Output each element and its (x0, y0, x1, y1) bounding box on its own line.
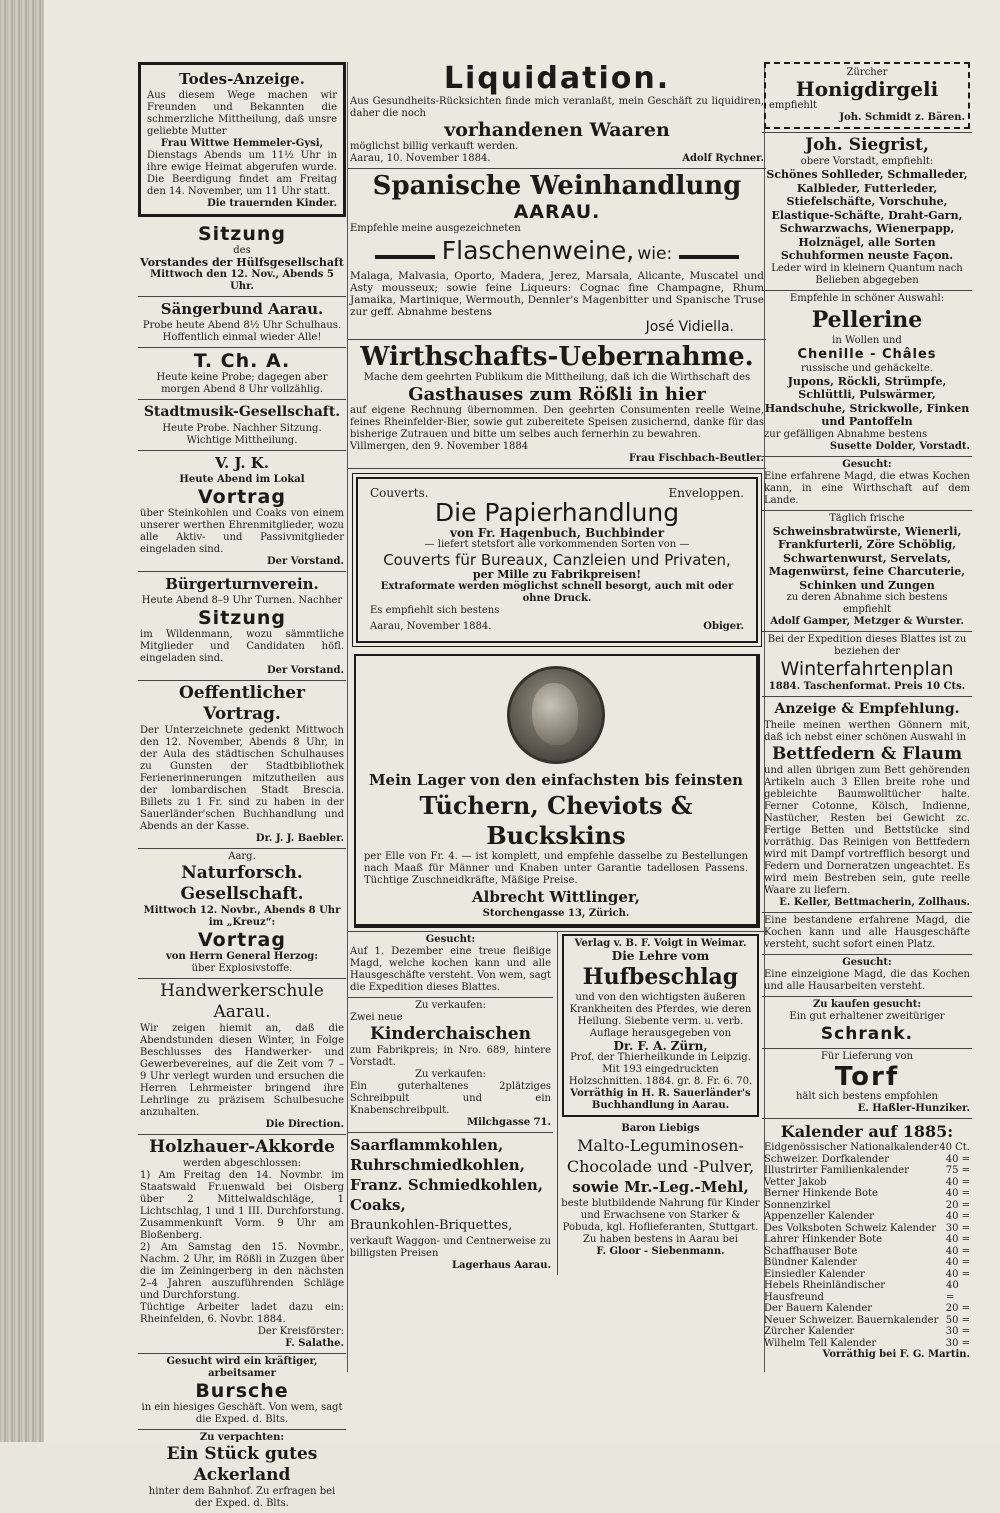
ad-signature: Frau Fischbach-Beutler. (629, 453, 764, 464)
ad-subtitle: von Fr. Hagenbuch, Buchbinder (449, 526, 665, 540)
ad-line: möglichst billig verkauft werden. (350, 141, 519, 152)
ad-line: Die Lehre vom (611, 949, 710, 963)
ad-body: Der Unterzeichnete gedenkt Mittwoch den 12. November, Abends 8 Uhr, in der Aula des städtischen Schulhauses zu Gunsten der Stadtbibliothek Ferienerinnerungen mitzutheilen aus der lombardischen Stadt Brescia. Billets zu 1 Fr. sind zu haben in der Sauerländer'schen Buchhandlung und Abends an der Kasse. (140, 725, 344, 832)
ad-siegrist (762, 133, 972, 291)
ad-oeffentlicher-vortrag (138, 681, 346, 849)
ad-line: russische und gehäckelte. (800, 362, 934, 374)
ad-title: Spanische Weinhandlung (372, 171, 742, 201)
ad-handwerkerschule (138, 979, 346, 1135)
kalender-row (764, 1200, 970, 1212)
ad-body: in ein hiesiges Geschäft. Von wem, sagt die Exped. d. Blts. (141, 1402, 343, 1425)
ad-signature: F. Gloor - Siebenmann. (596, 1246, 725, 1257)
ad-body: und von den wichtigsten äußeren Krankheiten des Pferdes, wie deren Heilung. Siebente verm. u. verb. Auflage herausgegeben von (569, 992, 752, 1039)
ad-tuecher (348, 652, 766, 932)
ad-kalender (762, 1119, 972, 1364)
ad-line: — liefert stetsfort alle vorkommenden Sorten von — (424, 539, 690, 550)
ad-title: Holzhauer-Akkorde (149, 1137, 335, 1157)
kalender-name: Des Volksboten Schweiz Kalender (764, 1222, 937, 1234)
ad-frame (354, 654, 760, 928)
ad-line: Heute Abend im Lokal (179, 474, 305, 485)
kalender-price: 40 = (945, 1176, 970, 1188)
ad-signature: Vorräthig in H. R. Sauerländer's Buchhandlung in Aarau. (570, 1088, 751, 1111)
ad-pellerine (762, 291, 972, 457)
ad-signature: Albrecht Wittlinger, (472, 888, 640, 906)
ad-bettfedern (762, 697, 972, 913)
ad-headline: Torf (834, 1062, 900, 1092)
ad-headline: Franz. Schmiedkohlen, (350, 1176, 544, 1194)
ad-spanische-weinhandlung (348, 169, 766, 340)
ad-title: Sitzung (198, 223, 286, 245)
kalender-list (764, 1142, 970, 1349)
ad-liebig (558, 1121, 763, 1261)
kalender-name: Wilhelm Tell Kalender (764, 1337, 877, 1349)
ad-title: Handwerkerschule Aarau. (160, 981, 324, 1022)
ad-signature: Susette Dolder, Vorstadt. (829, 440, 970, 452)
ad-headline: Pellerine (811, 306, 923, 333)
ad-body: per Elle von Fr. 4. — ist komplett, und empfehle dasselbe zu Bestellungen nach Maaß für Männer und Knaben unter Garantie tadellosen Passens. Tüchtige Zuschneidkräfte, Mäßige Preise. (364, 851, 748, 886)
ad-line: von Herrn General Herzog: (165, 951, 318, 962)
ad-title: Naturforsch. Gesellschaft. (180, 863, 304, 904)
ad-sitzung (138, 221, 346, 297)
ad-naturforsch (138, 849, 346, 979)
ad-frame (764, 62, 970, 129)
kalender-name: Eidgenössischer Nationalkalender (764, 1142, 939, 1153)
kalender-row (764, 1177, 970, 1189)
ad-title: Zu verkaufen: (415, 1000, 486, 1011)
ad-signature: Die Direction. (265, 1119, 344, 1130)
ad-headline-row (350, 237, 764, 268)
ad-line: Zürcher (846, 67, 888, 78)
ad-line: in Wollen und (832, 334, 902, 346)
ad-line: Mein Lager von den einfachsten bis feinsten (368, 771, 744, 789)
kalender-name: Sonnenzirkel (764, 1199, 831, 1211)
ad-title: Zu kaufen gesucht: (812, 999, 922, 1010)
ad-title: Gesucht: (842, 957, 892, 968)
ad-title: Anzeige & Empfehlung. (774, 701, 960, 717)
kalender-price: 40 = (945, 1153, 970, 1165)
ad-place: Aarau, November 1884. (370, 621, 492, 632)
ad-name: Frau Wittwe Hemmeler-Gysi, (160, 138, 324, 149)
decor-bar (679, 255, 739, 259)
ad-title: Todes-Anzeige. (179, 70, 305, 88)
ad-title: Joh. Siegrist, (805, 135, 929, 155)
kalender-price: 40 = (946, 1280, 959, 1303)
kalender-name: Bündner Kalender (764, 1257, 858, 1268)
ad-line: Mittwoch den 12. Nov., Abends 5 Uhr. (150, 269, 334, 292)
ad-line: Mittwoch 12. Novbr., Abends 8 Uhr im „Kreuz“: (143, 905, 341, 928)
ad-tcha (138, 348, 346, 400)
kalender-row (764, 1315, 970, 1327)
ad-stadtmusik (138, 400, 346, 451)
kalender-price: 40 = (945, 1245, 970, 1257)
ad-body: Heute keine Probe; dagegen aber morgen Abend 8 Uhr vollzählig. (156, 372, 328, 395)
ad-body: Eine einzeigione Magd, die das Kochen und alle Hausarbeiten versteht. (764, 969, 970, 992)
ad-magd-sucht (762, 913, 972, 955)
ad-line: Täglich frische (829, 512, 905, 524)
ad-body: beste blutbildende Nahrung für Kinder und Erwachsene von Starker & Pobuda, kgl. Hoflieferanten, Stuttgart. Zu haben bestens in Aarau bei (561, 1198, 760, 1245)
ad-title: T. Ch. A. (193, 350, 291, 372)
ad-body: Eine bestandene erfahrene Magd, die Kochen kann und alle Hausgeschäfte versteht, sucht sofort einen Platz. (764, 915, 970, 950)
ad-headline: Bettfedern & Flaum (771, 744, 963, 764)
ad-title: Die Papierhandlung (434, 498, 680, 527)
ad-title: Zu verkaufen: (415, 1069, 486, 1080)
ad-line: über Explosivstoffe. (191, 963, 293, 974)
ad-body: 2) Am Samstag den 15. Novmbr., Nachm. 2 Uhr, im Rößli in Zuzgen über die im Zeiningerberg in den nächsten 2–4 Jahren auszuführenden Schläge und Durchforstung. (140, 1242, 344, 1301)
page-edge (0, 0, 44, 1442)
ad-todes-anzeige (138, 62, 346, 217)
ad-signature: Obiger. (703, 621, 744, 632)
ad-papierhandlung (348, 469, 766, 652)
ad-body: Ein guterhaltenes 2plätziges Schreibpult und ein Knabenschreibpult. (350, 1081, 551, 1116)
ad-signature: Der Kreisförster: (257, 1326, 344, 1337)
ad-wirthschafts-uebernahme (348, 340, 766, 469)
middle-bottom-right (557, 932, 763, 1275)
ad-body: zum Fabrikpreis; in Nro. 689, hintere Vorstadt. (350, 1045, 551, 1068)
kalender-price: 30 = (945, 1326, 970, 1337)
ad-body: Prof. der Thierheilkunde in Leipzig. Mit 193 eingedruckten Holzschnitten. 1884. gr. 8. Fr. 6. 70. (568, 1052, 753, 1087)
ad-place: Aarau, 10. November 1884. (350, 153, 491, 164)
ad-line: Vorstandes der Hülfsgesellschaft (140, 256, 344, 269)
kalender-name: Zürcher Kalender (764, 1326, 855, 1337)
ad-headline: Winterfahrtenplan (780, 658, 954, 680)
ad-line: Baron Liebigs (621, 1123, 700, 1134)
ad-title: Gesucht: (842, 458, 892, 470)
ad-signature: Die trauernden Kinder. (207, 198, 337, 209)
ad-signature: Adolf Gamper, Metzger & Wurster. (770, 616, 964, 627)
kalender-row (764, 1326, 970, 1338)
ad-line: Zwei neue (350, 1012, 403, 1023)
ad-buergerturnverein (138, 572, 346, 681)
ad-line: Theile meinen werthen Gönnern mit, daß ich nebst einer schönen Auswahl in (764, 720, 970, 743)
ad-signature: Joh. Schmidt z. Bären. (839, 112, 965, 123)
ad-saengerbund (138, 297, 346, 348)
ad-headline: vorhandenen Waaren (444, 119, 670, 141)
ad-body: Extraformate werden möglichst schnell besorgt, auch mit oder ohne Druck. (380, 581, 734, 604)
ad-line: Ein gut erhaltener zweitüriger (789, 1011, 945, 1022)
kalender-row (764, 1165, 970, 1177)
ad-line: Gesucht wird ein kräftiger, arbeitsamer (166, 1356, 318, 1379)
kalender-price: 75 = (945, 1165, 970, 1176)
kalender-name: Lahrer Hinkender Bote (764, 1234, 883, 1245)
ad-line: Mache dem geehrten Publikum die Mittheilung, daß ich die Wirthschaft des (363, 372, 751, 383)
ad-line: Bei der Expedition dieses Blattes ist zu beziehen der (767, 634, 967, 657)
kalender-name: Einsiedler Kalender (764, 1268, 865, 1280)
kalender-price: 30 = (945, 1222, 970, 1234)
ad-signature: Dr. J. J. Baebler. (255, 833, 344, 844)
ad-body: Probe heute Abend 8½ Uhr Schulhaus. Hoffentlich einmal wieder Alle! (142, 320, 342, 343)
ad-gesucht-magd (348, 932, 553, 998)
kalender-name: Berner Hinkende Bote (764, 1188, 878, 1199)
ad-headline: wie: (637, 244, 673, 264)
kalender-name: Schweizer. Dorfkalender (764, 1153, 889, 1165)
ad-liquidation (348, 60, 766, 169)
ad-signature: E. Haßler-Hunziker. (857, 1103, 970, 1114)
kalender-row (764, 1223, 970, 1235)
kalender-price: 30 = (945, 1337, 970, 1349)
ad-body: Heute Abend 8–9 Uhr Turnen. Nachher (141, 595, 343, 606)
ad-line: des (233, 245, 251, 256)
ad-headline: Bursche (195, 1380, 289, 1402)
ad-headline: Malto-Leguminosen-Chocolade und -Pulver, (566, 1136, 755, 1176)
ad-headline: Chenille - Châles (797, 346, 937, 362)
ad-hufbeschlag (562, 934, 759, 1117)
ad-title: Gesucht: (425, 934, 476, 945)
ad-line: Aarg. (228, 851, 256, 862)
kalender-row (764, 1188, 970, 1200)
ad-name: Dr. F. A. Zürn, (613, 1039, 708, 1053)
kalender-row (764, 1280, 970, 1303)
ad-headline: sowie Mr.-Leg.-Mehl, (572, 1178, 749, 1196)
kalender-row (764, 1269, 970, 1281)
ad-title: Stadtmusik-Gesellschaft. (143, 404, 341, 420)
middle-bottom-row (348, 932, 766, 1275)
kalender-row (764, 1142, 970, 1154)
kalender-name: Schaffhauser Bote (764, 1245, 858, 1257)
kalender-name: Neuer Schweizer. Bauernkalender (764, 1314, 939, 1326)
ad-honigdirgeli (762, 60, 972, 133)
kalender-name: Vetter Jakob (764, 1176, 827, 1188)
ad-wurst (762, 511, 972, 633)
ad-headline: Honigdirgeli (795, 77, 939, 101)
kalender-row (764, 1338, 970, 1350)
ad-signature: Vorräthig bei F. G. Martin. (822, 1349, 970, 1360)
kalender-price: 40 = (945, 1268, 970, 1280)
ad-ackerland (138, 1430, 346, 1513)
ad-body: Malaga, Malvasia, Oporto, Madera, Jerez, Marsala, Alicante, Muscatel und Asty mousseux; sowie feine Liqueurs: Cognac fine Champagne, Rhum Jamaika, Martinique, Wermouth, Dennler's Magenbitter und Spanische Truse zur geff. Abnahme bestens (350, 270, 764, 318)
ad-headline: Sitzung (198, 607, 286, 629)
ad-line: Es empfiehlt sich bestens (370, 605, 500, 616)
kalender-row (764, 1211, 970, 1223)
kalender-row (764, 1257, 970, 1269)
ad-headline: Coaks, (350, 1196, 406, 1214)
kalender-name: Hebels Rheinländischer Hausfreund (764, 1280, 886, 1303)
kalender-price: 40 = (945, 1257, 970, 1268)
ad-body: Schönes Sohlleder, Schmalleder, Kalbleder, Futterleder, Stiefelschäfte, Vorschuhe, Elastique-Schäfte, Draht-Garn, Schwarzwachs, Wienerpapp, Holznägel, alle Sorten Schuhformen neuste Façon. (766, 168, 968, 262)
ad-headline: Schrank. (820, 1024, 914, 1044)
ad-headline: Couverts für Bureaux, Canzleien und Privaten, (383, 551, 731, 569)
ad-body: im Wildenmann, wozu sämmtliche Mitglieder und Candidaten höfl. eingeladen sind. (140, 629, 344, 664)
column-left (138, 60, 346, 1509)
ad-headline: Flaschenweine, (441, 236, 635, 265)
kalender-name: Appenzeller Kalender (764, 1211, 874, 1222)
ad-place: Villmergen, den 9. November 1884 (350, 441, 529, 452)
ad-headline: Gasthauses zum Rößli in hier (408, 384, 706, 405)
ad-headline: per Mille zu Fabrikpreisen! (472, 568, 642, 581)
ad-headline: Hufbeschlag (582, 964, 739, 990)
kalender-price: 40 = (945, 1234, 970, 1245)
ad-signature: E. Keller, Bettmacherin, Zollhaus. (779, 897, 970, 908)
ad-line: Empfehle in schöner Auswahl: (789, 292, 945, 304)
ad-torf (762, 1049, 972, 1119)
kalender-price: 20 = (945, 1199, 970, 1211)
ad-line: obere Vorstadt, empfiehlt: (800, 156, 934, 167)
ad-body: verkauft Waggon- und Centnerweise zu billigsten Preisen (350, 1236, 551, 1259)
ad-line: zu deren Abnahme sich bestens empfiehlt (786, 592, 948, 615)
ad-title: Wirthschafts-Uebernahme. (360, 342, 754, 372)
ad-footer (370, 621, 744, 633)
ad-body: über Steinkohlen und Coaks von einem unserer werthen Ehrenmitglieder, wozu alle Aktiv- und Passivmitglieder eingeladen sind. (140, 508, 344, 555)
ad-address: Milchgasse 71. (467, 1117, 551, 1128)
ad-body: und allen übrigen zum Bett gehörenden Artikeln auch 3 Ellen breite rohe und gebleichte Baumwolltücher halte. Ferner Cotonne, Kölsch, Indienne, Nastücher, Resten bei Gewicht zc. Fertige Betten und Bettstücke sind vorräthig. Das Reinigen von Bettfedern wird mit Dampf vortrefflich besorgt und Federn und Dorneratzen ungeachtet. Es wird mein Bestreben sein, gute reelle Waare zu liefern. (764, 765, 970, 896)
ad-body: 1) Am Freitag den 14. Novmbr. im Staatswald Fr.uenwald bei Oisberg über 2 Mittelwaldschläge, 1 Lichtschlag, 1 und 1 III. Durchforstung. Zusammenkunft Vorm. 9 Uhr am Bloßenberg. (140, 1170, 344, 1241)
ad-body: Auf 1. Dezember eine treue fleißige Magd, welche kochen kann und alle Hausgeschäfte versteht. Von wem, sagt die Expedition dieses Blattes. (350, 946, 551, 993)
ad-body: Schweinsbratwürste, Wienerli, Frankfurterli, Zöre Schöblig, Schwartenwurst, Servelats, Magenwürst, feine Charcuterie, Schinken und Zungen (768, 524, 966, 592)
ad-signature: Lagerhaus Aarau. (451, 1260, 551, 1271)
ad-headline: Vortrag (198, 486, 286, 508)
ad-body: Tüchtige Arbeiter ladet dazu ein: Rheinfelden, 6. Novbr. 1884. (140, 1302, 344, 1325)
ad-gesucht-magd-2 (762, 955, 972, 997)
kalender-price: 50 = (945, 1314, 970, 1326)
ad-line: hält sich bestens empfohlen (795, 1091, 938, 1102)
ad-body: Aus Gesundheits-Rücksichten finde mich veranlaßt, mein Geschäft zu liquidiren, daher die noch (350, 96, 764, 119)
middle-bottom-left (348, 932, 553, 1275)
ad-subtitle: AARAU. (513, 201, 601, 223)
ad-body: Wir zeigen hiemit an, daß die Abendstunden diesen Winter, in Folge Beschlusses des Handwerker- und Gewerbevereines, auf die Zeit vom 7 – 9 Uhr verlegt wurden und ersuchen die Herren Lehrmeister bringend ihre Lehrlinge zu präzisem Schulbesuche anzuhalten. (140, 1023, 344, 1118)
ad-title: Oeffentlicher Vortrag. (178, 683, 305, 724)
medal-image (507, 666, 605, 764)
ad-body: Aus diesem Wege machen wir Freunden und Bekannten die schmerzliche Mittheilung, daß unsre geliebte Mutter (147, 90, 337, 137)
ad-signature: José Vidiella. (645, 319, 734, 335)
ad-winterfahrtenplan (762, 632, 972, 697)
ad-title: Bürgerturnverein. (165, 575, 319, 593)
ad-line: 1884. Taschenformat. Preis 10 Cts. (768, 681, 966, 692)
ad-signature: Der Vorstand. (266, 665, 344, 676)
ad-holzhauer (138, 1135, 346, 1354)
column-right (762, 60, 972, 1380)
ad-headline: Kinderchaischen (370, 1024, 531, 1044)
kalender-price: 20 = (945, 1303, 970, 1314)
ad-line: Empfehle meine ausgezeichneten (350, 223, 521, 234)
ad-signature: Adolf Rychner. (682, 153, 764, 164)
kalender-price: 40 = (945, 1211, 970, 1222)
ad-line: werden abgeschlossen: (182, 1158, 302, 1169)
kalender-row (764, 1303, 970, 1315)
ad-title: Kalender auf 1885: (780, 1122, 954, 1141)
ad-title: Sängerbund Aarau. (160, 300, 324, 318)
kalender-price: 40 Ct. (939, 1142, 970, 1153)
ad-line: Zu verpachten: (199, 1432, 285, 1443)
decor-bar (375, 255, 435, 259)
ad-kinderchaischen (348, 998, 553, 1133)
ad-body: Leder wird in kleinern Quantum nach Belieben abgegeben (771, 262, 963, 286)
kalender-price: 40 = (945, 1188, 970, 1199)
ad-kohlen (348, 1133, 553, 1275)
ad-title: Tüchern, Cheviots & Buckskins (419, 791, 693, 850)
ad-body: Jupons, Röckli, Strümpfe, Schlüttli, Pulswärmer, Handschuhe, Strickwolle, Finken und Pantoffeln (764, 374, 970, 428)
kalender-name: Der Bauern Kalender (764, 1303, 873, 1314)
kalender-row (764, 1246, 970, 1258)
ad-body: hinter dem Bahnhof. Zu erfragen bei der Exped. d. Blts. (148, 1486, 336, 1509)
column-middle (348, 60, 766, 1380)
ad-line: empfiehlt (769, 100, 818, 111)
ad-schrank (762, 997, 972, 1049)
ad-frame (356, 477, 758, 643)
ad-headline: Saarflammkohlen, (350, 1136, 504, 1154)
ad-signature: Der Vorstand. (266, 556, 344, 567)
ad-line: Verlag v. B. F. Voigt in Weimar. (574, 938, 747, 949)
ad-body: Eine erfahrene Magd, die etwas Kochen kann, in eine Wirthschaft auf dem Lande. (764, 470, 970, 506)
ad-gesucht-land (762, 457, 972, 511)
ad-label: Couverts. (370, 486, 429, 500)
kalender-row (764, 1154, 970, 1166)
ad-title: Liquidation. (443, 61, 671, 96)
kalender-row (764, 1234, 970, 1246)
ad-vjk (138, 451, 346, 572)
ad-footer (350, 153, 764, 165)
ad-title: Ein Stück gutes Ackerland (166, 1444, 318, 1485)
ad-headline: Ruhrschmiedkohlen, (350, 1156, 525, 1174)
ad-line: Für Lieferung von (820, 1051, 914, 1062)
ad-address: Storchengasse 13, Zürich. (482, 908, 630, 919)
ad-signature: F. Salathe. (285, 1338, 344, 1349)
ad-body: auf eigene Rechnung übernommen. Den geehrten Consumenten reelle Weine, feines Rheinfelder-Bier, sowie gut zubereitete Speisen zusichernd, danke für das bisherige Zutrauen und bitte um selbes auch fernerhin zu bewahren. (350, 405, 764, 440)
ad-label: Enveloppen. (668, 486, 744, 500)
ad-headline: Braunkohlen-Briquettes, (350, 1218, 513, 1233)
ad-body: Dienstags Abends um 11½ Uhr in ihre ewige Heimat abgerufen wurde. Die Beerdigung findet am Freitag den 14. November, um 11 Uhr statt. (147, 150, 337, 197)
ad-headline: Vortrag (198, 929, 286, 951)
ad-body: Heute Probe. Nachher Sitzung. Wichtige Mittheilung. (162, 423, 322, 446)
ad-bursche (138, 1354, 346, 1430)
ad-line: zur gefälligen Abnahme bestens (764, 428, 928, 440)
kalender-name: Illustrirter Familienkalender (764, 1165, 909, 1176)
ad-title: V. J. K. (214, 454, 270, 472)
